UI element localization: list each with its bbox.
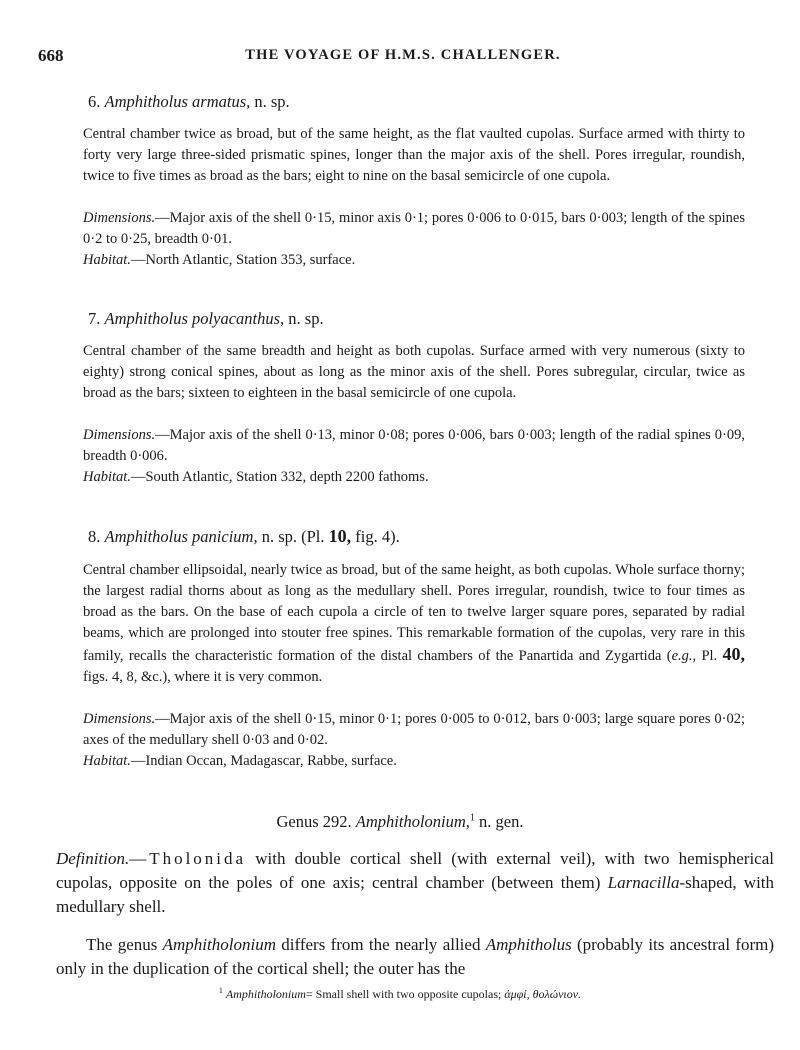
species-8-description: [83, 560, 745, 688]
eg-abbrev: e.g.,: [671, 648, 697, 664]
genus-prefix: Genus 292.: [276, 812, 352, 831]
species-6-title: [88, 92, 290, 112]
genus-paragraph-g1: Amphitholonium: [162, 935, 276, 954]
genus-name: Amphitholonium,: [355, 812, 470, 831]
species-7-title: [88, 309, 324, 329]
plate-ref-number: 40,: [722, 644, 745, 664]
species-7-dimensions: [83, 425, 745, 467]
page-header: [38, 46, 768, 68]
footnote-term: Amphitholonium: [225, 987, 306, 1001]
genus-paragraph-c: (probably its ancestral form) only in the duplication of the cortical shell; the outer has the: [56, 935, 775, 978]
definition-family: —Tholonida: [129, 849, 247, 868]
plate-ref-label: Pl.: [701, 648, 718, 664]
species-name: Amphitholus polyacanthus,: [104, 309, 285, 328]
species-suffix: n. sp.: [254, 92, 290, 111]
habitat-label: Habitat.: [83, 753, 131, 769]
species-name: Amphitholus armatus,: [104, 92, 251, 111]
dimensions-label: Dimensions.: [83, 210, 156, 226]
habitat-text: —North Atlantic, Station 353, surface.: [130, 252, 356, 268]
description-text: Central chamber ellipsoidal, nearly twice as broad, but of the same height, as both cupolas. Whole surface thorny; the largest radial thorns about as long as the medullary shell. Pores irregular, roundish, twice to four times as broad as the bars. On the base of each cupola a circle of ten to twelve larger square pores, separated by radial beams, which are prolonged into stouter free spines. This remarkable formation of the cupolas, very rare in this family, recalls the characteristic formation of the distal chambers of the Panartida and Zygartida (: [83, 562, 745, 664]
species-8-title: [88, 526, 400, 547]
definition-larnacilla: Larnacilla: [607, 873, 680, 892]
genus-suffix: n. gen.: [479, 812, 524, 831]
species-7-description: Central chamber of the same breadth and height as both cupolas. Surface armed with very numerous (sixty to eighty) strong conical spines, about as long as the minor axis of the shell. Pores subregular, circular, twice as broad as the bars; sixteen to eighteen in the basal semicircle of one cupola.: [83, 343, 745, 401]
species-suffix: n. sp.: [288, 309, 324, 328]
species-name: Amphitholus panicium,: [104, 527, 258, 546]
habitat-text: —South Atlantic, Station 332, depth 2200 fathoms.: [130, 469, 429, 485]
description-text-end: figs. 4, 8, &c.), where it is very common.: [83, 669, 323, 685]
figure-ref: fig. 4).: [355, 527, 400, 546]
species-suffix: n. sp. (Pl.: [261, 527, 325, 546]
genus-heading: [0, 812, 800, 832]
dimensions-label: Dimensions.: [83, 427, 156, 443]
genus-definition: [56, 847, 774, 919]
plate-number: 10,: [328, 526, 352, 546]
species-6-description: Central chamber twice as broad, but of the same height, as the flat vaulted cupolas. Surface armed with thirty to forty very large three-sided prismatic spines, longer than the major axis of the shell. Pores irregular, roundish, twice to five times as broad as the bars; eight to nine on the basal semicircle of one cupola.: [83, 126, 745, 184]
species-8-habitat: [83, 751, 745, 772]
definition-label: Definition.: [56, 849, 130, 868]
species-6-habitat: [83, 250, 745, 271]
genus-paragraph-b: differs from the nearly allied: [281, 935, 481, 954]
genus-paragraph-g2: Amphitholus: [485, 935, 572, 954]
dimensions-text: —Major axis of the shell 0·13, minor 0·08; pores 0·006, bars 0·003; length of the radial spines 0·09, breadth 0·006.: [83, 427, 745, 464]
definition-text: with double cortical shell (with external veil), with two hemispherical cupolas, opposite on the poles of one axis; central chamber (between them): [56, 849, 775, 892]
dimensions-label: Dimensions.: [83, 711, 156, 727]
species-8-dimensions: [83, 709, 745, 751]
definition-text-end: -shaped, with medullary shell.: [56, 873, 775, 916]
footnote-mark: 1: [469, 812, 475, 824]
species-number: 6.: [88, 92, 101, 111]
dimensions-text: —Major axis of the shell 0·15, minor 0·1; pores 0·005 to 0·012, bars 0·003; large square pores 0·02; axes of the medullary shell 0·03 and 0·02.: [83, 711, 745, 748]
dimensions-text: —Major axis of the shell 0·15, minor axis 0·1; pores 0·006 to 0·015, bars 0·003; length of the spines 0·2 to 0·25, breadth 0·01.: [83, 210, 745, 247]
footnote-text: = Small shell with two opposite cupolas;: [305, 987, 502, 1001]
species-number: 8.: [88, 527, 101, 546]
footnote: [0, 986, 800, 1002]
page-number: 668: [38, 46, 64, 65]
running-head: THE VOYAGE OF H.M.S. CHALLENGER.: [245, 47, 561, 63]
species-number: 7.: [88, 309, 101, 328]
genus-paragraph: [56, 933, 774, 981]
genus-paragraph-a: The genus: [86, 935, 158, 954]
footnote-number: 1: [218, 986, 223, 995]
habitat-label: Habitat.: [83, 469, 131, 485]
footnote-greek: ἀμφί, θολώνιον.: [504, 987, 582, 1001]
species-7-habitat: [83, 467, 745, 488]
habitat-text: —Indian Occan, Madagascar, Rabbe, surface.: [130, 753, 397, 769]
habitat-label: Habitat.: [83, 252, 131, 268]
species-6-dimensions: [83, 208, 745, 250]
